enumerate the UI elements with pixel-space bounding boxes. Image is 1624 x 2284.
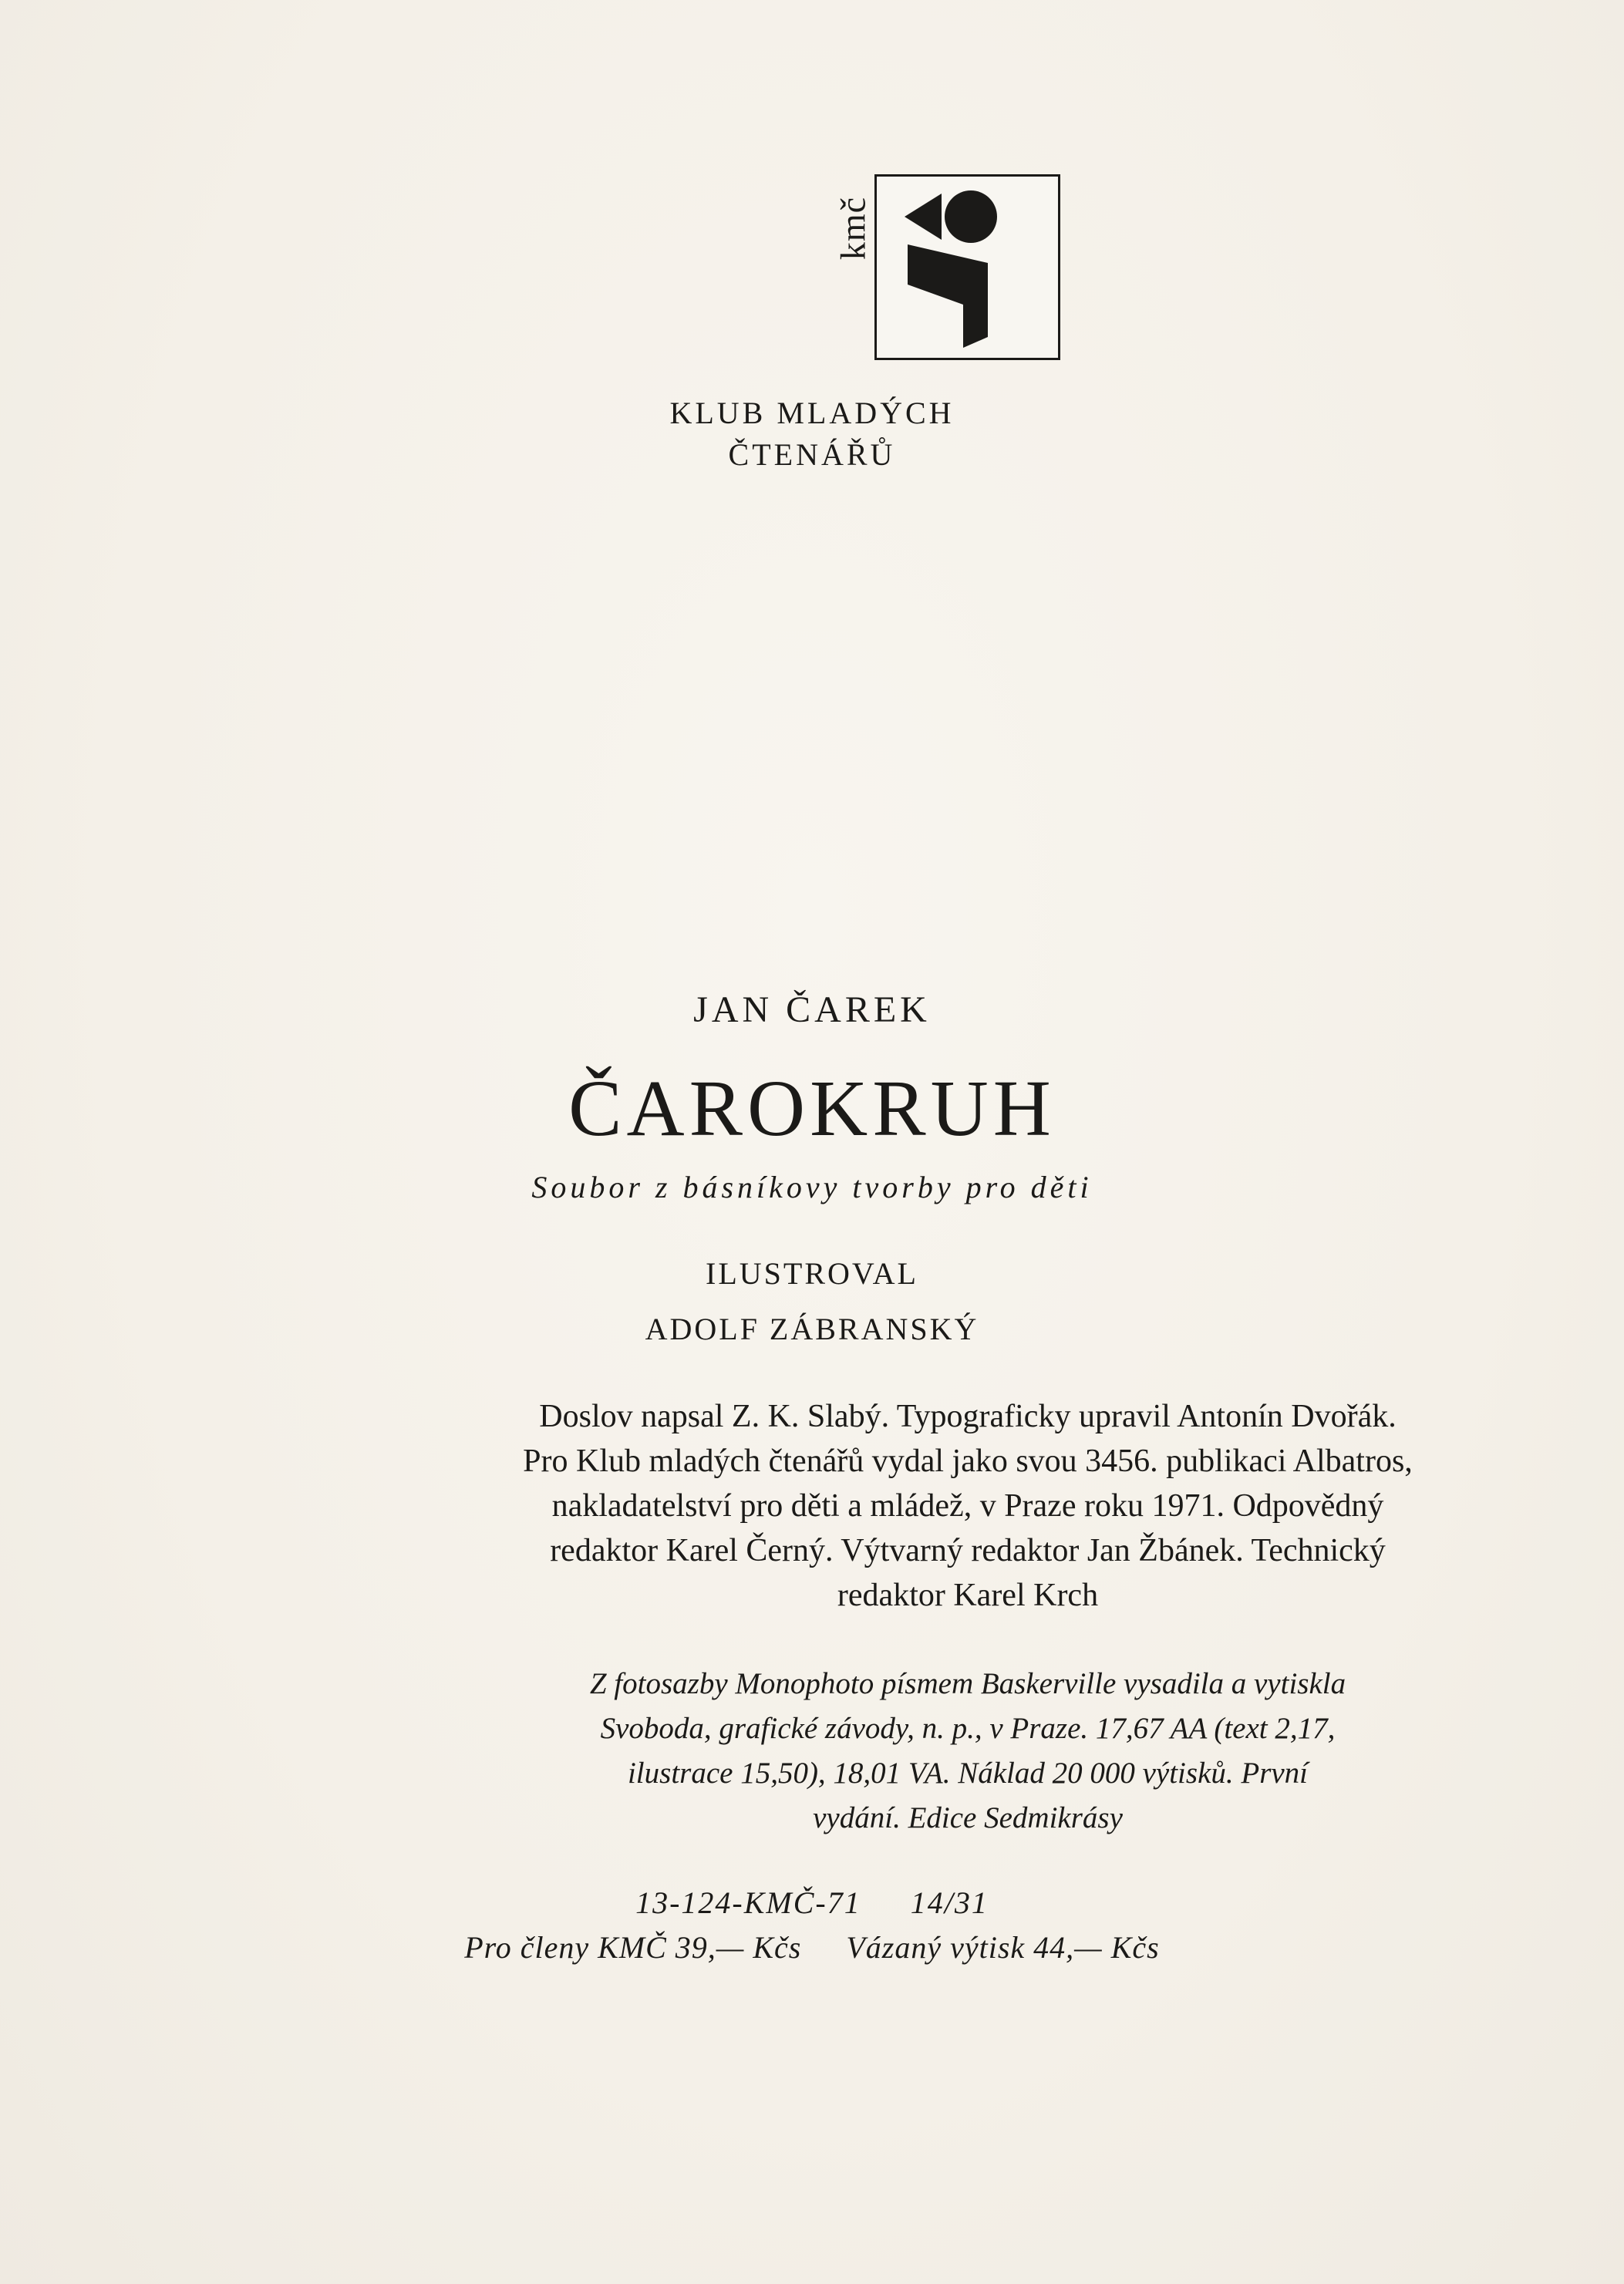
book-title: ČAROKRUH — [568, 1064, 1056, 1153]
illustrated-by-label: ILUSTROVAL — [706, 1256, 918, 1291]
printing-line: ilustrace 15,50), 18,01 VA. Náklad 20 000 výtisků. První — [627, 1757, 1309, 1790]
colophon-line: redaktor Karel Krch — [837, 1578, 1099, 1613]
catalog-number: 14/31 — [910, 1885, 989, 1920]
publisher-line-2: ČTENÁŘŮ — [728, 437, 896, 472]
printing-info — [555, 1662, 1380, 1841]
colophon-line: Pro Klub mladých čtenářů vydal jako svou 3456. publikaci Albatros, — [523, 1444, 1413, 1479]
emblem-triangle — [905, 194, 942, 240]
colophon — [457, 1394, 1479, 1618]
printing-line: Svoboda, grafické závody, n. p., v Praze. 17,67 AA (text 2,17, — [600, 1712, 1336, 1745]
illustrator-name: ADOLF ZÁBRANSKÝ — [645, 1312, 979, 1346]
book-author: JAN ČAREK — [693, 989, 931, 1030]
colophon-line: Doslov napsal Z. K. Slabý. Typograficky upravil Antonín Dvořák. — [539, 1399, 1397, 1434]
logo-kmc-text: kmč — [833, 196, 873, 261]
bound-price: Vázaný výtisk 44,— Kčs — [846, 1930, 1160, 1965]
printing-line: vydání. Edice Sedmikrásy — [813, 1801, 1123, 1834]
book-subtitle: Soubor z básníkovy tvorby pro děti — [531, 1170, 1093, 1204]
price-line — [0, 1929, 1624, 1966]
logo-vertical-text — [835, 174, 871, 282]
emblem-circle — [945, 190, 997, 243]
emblem-graphic — [877, 177, 1058, 358]
member-price: Pro členy KMČ 39,— Kčs — [464, 1930, 802, 1965]
printing-line: Z fotosazby Monophoto písmem Baskerville vysadila a vytiskla — [589, 1667, 1346, 1700]
colophon-line: redaktor Karel Černý. Výtvarný redaktor Jan Žbánek. Technický — [550, 1533, 1386, 1568]
publisher-line-1: KLUB MLADÝCH — [669, 396, 955, 430]
catalog-code: 13-124-KMČ-71 — [635, 1885, 861, 1920]
catalog-line — [0, 1885, 1624, 1921]
kmc-emblem-icon — [874, 174, 1060, 360]
emblem-bar — [908, 244, 988, 348]
colophon-line: nakladatelství pro děti a mládež, v Praze roku 1971. Odpovědný — [551, 1488, 1384, 1524]
